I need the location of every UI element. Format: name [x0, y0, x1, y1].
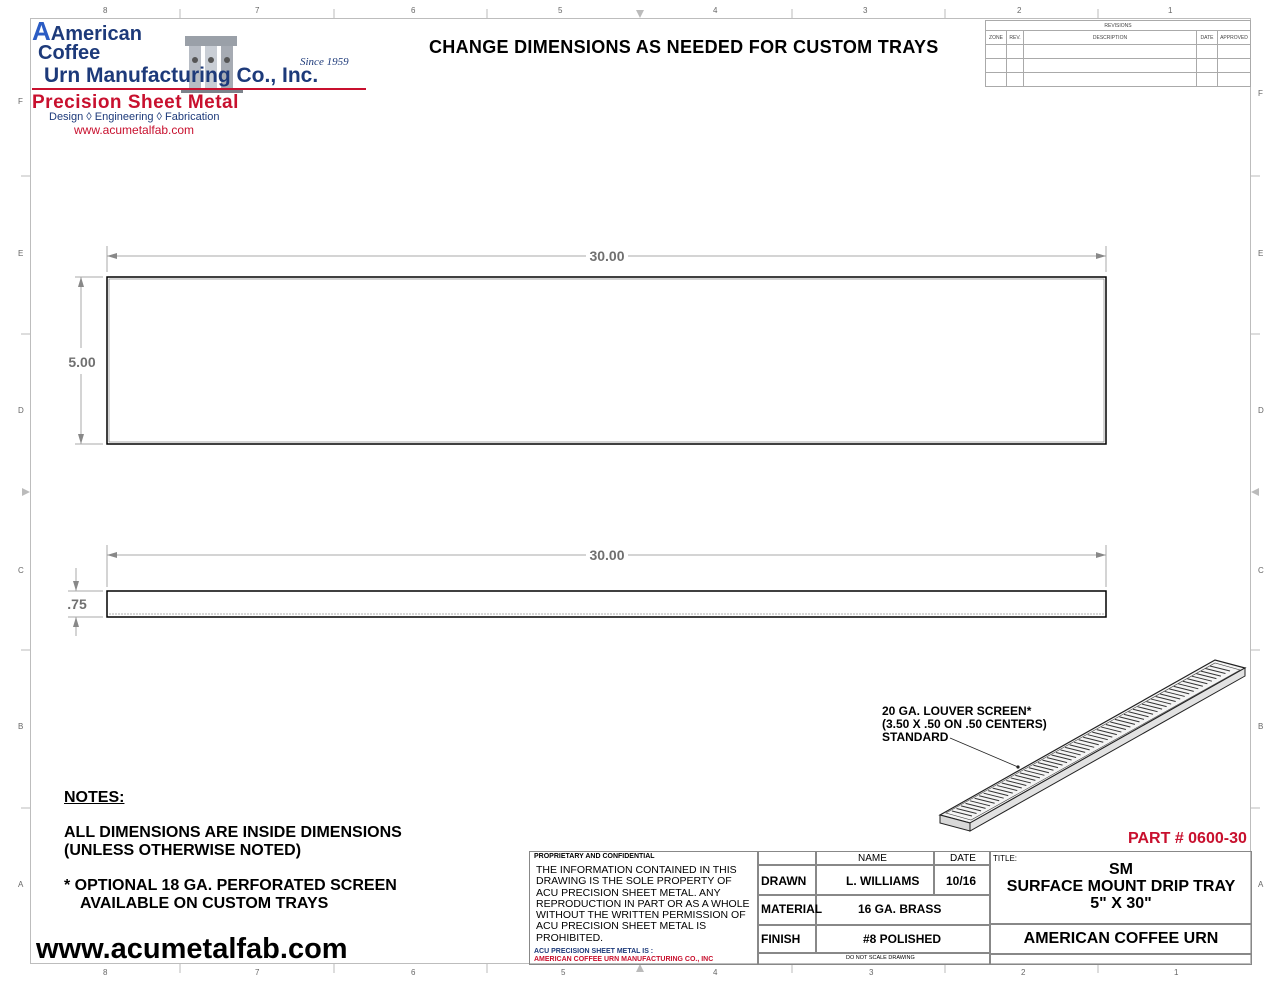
note-line1: ALL DIMENSIONS ARE INSIDE DIMENSIONS	[64, 824, 402, 841]
notes-block-2	[64, 877, 397, 913]
customer-name: AMERICAN COFFEE URN	[1023, 930, 1219, 947]
company-logo: AAmerican Coffee Urn Manufacturing Co., Inc. Since 1959 Precision Sheet Metal Design ◊ Engineering ◊ Fabrication www.acumetalfab.com	[32, 20, 372, 140]
zone-bottom-1: 1	[1174, 968, 1179, 977]
zone-top-1: 1	[1168, 6, 1173, 15]
rev-col-zone: ZONE	[986, 31, 1007, 45]
title-label: TITLE:	[993, 854, 1018, 863]
arrowhead	[73, 617, 79, 627]
logo-line1: American	[50, 23, 142, 45]
part-number: PART # 0600-30	[1128, 830, 1247, 847]
side-width-dimension: 30.00	[589, 547, 625, 563]
material-label: MATERIAL	[761, 902, 823, 916]
revisions-title: REVISIONS	[986, 21, 1251, 31]
zone-right-d: D	[1258, 406, 1264, 415]
top-view-inner	[109, 279, 1104, 442]
top-view-outline	[107, 277, 1106, 444]
logo-url[interactable]: www.acumetalfab.com	[74, 123, 195, 137]
zone-top-8: 8	[103, 6, 108, 15]
company-line1: ACU PRECISION SHEET METAL IS :	[534, 948, 654, 955]
arrowhead	[1096, 552, 1106, 558]
zone-top-5: 5	[558, 6, 563, 15]
zone-left-a: A	[18, 880, 24, 889]
page-title: CHANGE DIMENSIONS AS NEEDED FOR CUSTOM TRAYS	[429, 37, 939, 57]
tb-cell	[990, 954, 1252, 965]
callout-dot	[1016, 765, 1019, 768]
zone-left-b: B	[18, 722, 24, 731]
title-line2: SURFACE MOUNT DRIP TRAY	[1006, 878, 1236, 895]
note-line3: * OPTIONAL 18 GA. PERFORATED SCREEN	[64, 877, 397, 894]
zone-right-e: E	[1258, 249, 1264, 258]
arrowhead	[73, 581, 79, 591]
callout-line2: (3.50 X .50 ON .50 CENTERS)	[882, 717, 1047, 731]
center-mark	[1251, 488, 1259, 496]
zone-bottom-8: 8	[103, 968, 108, 977]
zone-top-3: 3	[863, 6, 868, 15]
zone-bottom-3: 3	[869, 968, 874, 977]
proprietary-heading: PROPRIETARY AND CONFIDENTIAL	[534, 853, 655, 860]
footer-url[interactable]: www.acumetalfab.com	[36, 933, 348, 965]
zone-bottom-5: 5	[561, 968, 566, 977]
finish-value: #8 POLISHED	[863, 932, 942, 946]
proprietary-text: THE INFORMATION CONTAINED IN THIS DRAWING IS THE SOLE PROPERTY OF ACU PRECISION SHEET METAL. ANY REPRODUCTION IN PART OR AS A WHOLE WITHOUT THE WRITTEN PERMISSION OF ACU PRECISION SHEET METAL IS PROHIBITED.	[536, 864, 750, 944]
drawn-label: DRAWN	[761, 874, 807, 888]
isometric-tray-view	[940, 660, 1245, 831]
zone-left-e: E	[18, 249, 24, 258]
side-view	[67, 545, 1106, 636]
drawing-title	[990, 861, 1252, 912]
center-mark	[636, 10, 644, 18]
tb-cell	[758, 851, 816, 865]
logo-line3: Urn Manufacturing Co., Inc.	[44, 64, 319, 87]
rev-col-rev: REV.	[1007, 31, 1024, 45]
notes-heading: NOTES:	[64, 789, 125, 806]
arrowhead	[78, 434, 84, 444]
louver-callout	[882, 705, 1047, 744]
note-line2: (UNLESS OTHERWISE NOTED)	[64, 842, 302, 859]
top-width-dimension: 30.00	[589, 248, 625, 264]
zone-left-d: D	[18, 406, 24, 415]
side-view-outline	[107, 591, 1106, 617]
center-mark	[22, 488, 30, 496]
logo-tagline: Precision Sheet Metal	[32, 92, 239, 113]
tray-side-face	[970, 668, 1245, 831]
zone-bottom-6: 6	[411, 968, 416, 977]
arrowhead	[78, 277, 84, 287]
zone-right-c: C	[1258, 566, 1264, 575]
rev-col-date: DATE	[1197, 31, 1218, 45]
arrowhead	[107, 253, 117, 259]
callout-line3: STANDARD	[882, 730, 949, 744]
logo-since: Since 1959	[300, 56, 349, 68]
do-not-scale: DO NOT SCALE DRAWING	[846, 955, 915, 961]
material-value: 16 GA. BRASS	[858, 902, 942, 916]
date-header: DATE	[950, 853, 976, 864]
top-height-dimension: 5.00	[68, 354, 96, 370]
zone-bottom-2: 2	[1021, 968, 1026, 977]
title-line3: 5" X 30"	[1090, 895, 1152, 912]
arrowhead	[107, 552, 117, 558]
name-header: NAME	[858, 853, 887, 864]
zone-bottom-7: 7	[255, 968, 260, 977]
finish-label: FINISH	[761, 932, 801, 946]
drawn-date: 10/16	[946, 874, 977, 888]
logo-services: Design ◊ Engineering ◊ Fabrication	[49, 111, 220, 123]
note-line4: AVAILABLE ON CUSTOM TRAYS	[80, 895, 329, 912]
title-line1: SM	[1109, 861, 1133, 878]
zone-left-c: C	[18, 566, 24, 575]
zone-right-f: F	[1258, 89, 1263, 98]
zone-right-a: A	[1258, 880, 1264, 889]
rev-col-approved: APPROVED	[1218, 31, 1251, 45]
callout-line1: 20 GA. LOUVER SCREEN*	[882, 704, 1032, 718]
zone-top-2: 2	[1017, 6, 1022, 15]
drawn-name: L. WILLIAMS	[846, 874, 920, 888]
top-view	[68, 246, 1106, 444]
notes-block-1	[64, 824, 402, 860]
side-height-dimension: .75	[67, 596, 87, 612]
company-line2: AMERICAN COFFEE URN MANUFACTURING CO., INC	[534, 956, 714, 963]
logo-line2: Coffee	[38, 42, 101, 64]
zone-top-4: 4	[713, 6, 718, 15]
zone-right-b: B	[1258, 722, 1264, 731]
zone-bottom-4: 4	[713, 968, 718, 977]
zone-top-7: 7	[255, 6, 260, 15]
center-mark	[636, 964, 644, 972]
arrowhead	[1096, 253, 1106, 259]
zone-left-f: F	[18, 97, 23, 106]
zone-top-6: 6	[411, 6, 416, 15]
rev-col-description: DESCRIPTION	[1024, 31, 1197, 45]
